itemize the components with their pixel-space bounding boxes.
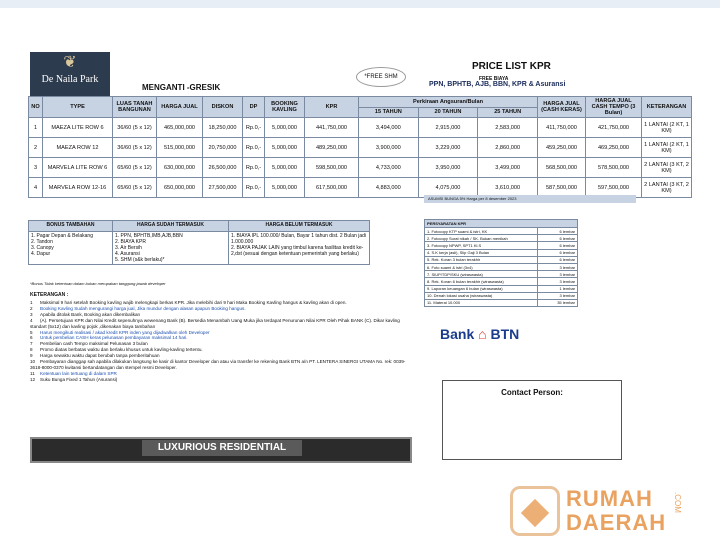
list-item: 1. PPN, BPHTB,IMB,AJB,BBN [115,233,183,239]
note-text: Ketentuan lain tertuang di dalam SPR [40,370,117,376]
note-text: Harus mengikuti realisasi / akad kredit KPR inden yang dijadwalkan oleh Developer [40,329,210,335]
list-item: 3. Canopy [31,245,54,251]
bank-logo [440,326,519,342]
banner-text: LUXURIOUS RESIDENTIAL [142,440,302,456]
table-cell: Rp.0,- [243,118,265,138]
price-list-title: PRICE LIST KPR [472,61,551,72]
req-item: 3. Fotocopy NPWP, SPT1 Kl.S [425,242,538,249]
req-qty: 6 lembar [538,235,578,242]
table-cell: 2,860,000 [478,138,538,158]
watermark-line2: DAERAH [566,510,667,535]
house-icon [510,486,560,536]
list-item: 4. Asuransi [115,251,140,257]
list-item: 2. Tandon [31,239,53,245]
note-number: 12 [30,376,36,382]
list-item: 2. BIAYA KPR [115,239,146,245]
col-luas: LUAS TANAH BANGUNAN [113,97,157,118]
col-booking: BOOKING KAVLING [265,97,305,118]
excluded-list [229,232,370,265]
note-number: 1 [30,300,33,305]
table-cell: 3,900,000 [359,138,419,158]
table-cell: Rp.0,- [243,178,265,198]
table-cell: 3,494,000 [359,118,419,138]
table-cell: 27,500,000 [203,178,243,198]
watermark [510,486,690,542]
req-qty: 1 lembar [538,285,578,292]
col-15: 15 TAHUN [359,107,419,118]
top-bar [0,0,720,8]
table-row [425,263,578,270]
list-item: 3. Air Bersih [115,245,142,251]
table-row [29,158,692,178]
note-number: 5 [30,329,33,335]
req-item: 8. Rek. Koran 6 bulan terakhir (wiraswasta) [425,278,538,285]
req-qty: 3 lembar [538,271,578,278]
table-row [425,235,578,242]
watermark-suffix: .COM [673,492,682,513]
table-cell: MARVELA ROW 12-16 [43,178,113,198]
table-cell: 441,750,000 [305,118,359,138]
col-tempo: HARGA JUAL CASH TEMPO (3 Bulan) [586,97,642,118]
list-item: 4. Dapur [31,251,51,257]
note-number: 10 [30,359,36,365]
col-angsuran: Perkiraan Angsuran/Bulan [359,97,538,108]
bonus-note: *Bonus Tidak ketentuan dalam bukan merupakan tanggung jawab developer [30,281,166,286]
req-item: 6. Foto suami & istri (3x4) [425,263,538,270]
req-item: 10. Denah lokasi usaha (wiraswasta) [425,292,538,299]
req-item: 7. SIUP/TDP/SKU (wiraswasta) [425,271,538,278]
table-cell: 18,250,000 [203,118,243,138]
table-row [425,285,578,292]
leaf-icon: ❦ [63,54,77,71]
table-row [29,118,692,138]
note-number: 2 [30,305,33,311]
table-cell: 2 LANTAI (3 KT, 2 KM) [642,158,692,178]
note-number: 11 [30,370,35,376]
free-shm-bubble: *FREE SHM [356,67,406,87]
req-item: 9. Laporan keuangan 6 bulan (wiraswasta) [425,285,538,292]
table-cell: 650,000,000 [157,178,203,198]
included-header: HARGA SUDAH TERMASUK [113,221,229,232]
table-cell: 1 [29,118,43,138]
table-cell: 5,000,000 [265,178,305,198]
col-25: 25 TAHUN [478,107,538,118]
price-list-sub2: PPN, BPHTB, AJB, BBN, KPR & Asuransi [429,81,566,88]
note-item [30,377,410,383]
col-no: NO [29,97,43,118]
table-cell: 5,000,000 [265,158,305,178]
note-number: 3 [30,311,33,317]
req-qty: 6 lembar [538,249,578,256]
table-cell: 65/60 (5 x 12) [113,158,157,178]
req-qty: 6 lembar [538,242,578,249]
bonus-header: BONUS TAMBAHAN [29,221,113,232]
table-cell: 65/60 (5 x 12) [113,178,157,198]
table-cell: 411,750,000 [538,118,586,138]
table-cell: 598,500,000 [305,158,359,178]
notes-list [30,300,410,383]
table-row [425,299,578,306]
col-type: TYPE [43,97,113,118]
note-item [30,318,410,330]
note-text: Apabila ditolak Bank, Booking akan dikembalikan [40,311,141,317]
table-row [425,278,578,285]
table-cell: 3,229,000 [418,138,478,158]
col-cash: HARGA JUAL (CASH KERAS) [538,97,586,118]
included-list [113,232,229,265]
notes-section [30,292,410,383]
table-cell: 3,499,000 [478,158,538,178]
table-cell: MAEZA ROW 12 [43,138,113,158]
table-cell: 587,500,000 [538,178,586,198]
table-cell: 465,000,000 [157,118,203,138]
table-row [29,232,370,265]
requirements-table [424,219,578,307]
table-cell: 2 [29,138,43,158]
req-qty: 35 lembar [538,299,578,306]
table-cell: 2,583,000 [478,118,538,138]
note-text: (A). Persetujuan KPR dan Nilai Kredit sepenuhnya wewenang Bank (B). Bersedia Menambah Uang Muka jika terdapat Penurunan Nilai KPR Oleh Pihak BANK (C). Dikar kavling standart (5x12) dan kavling pojok ,dikenakan biaya tambahan [30,317,400,329]
note-text: Untuk pembelian CASH keras pelunasan pembayaran maksimal 14 hari. [40,335,188,341]
table-cell: 597,500,000 [586,178,642,198]
bank-name: BTN [490,326,520,342]
note-number: 4 [30,317,33,323]
price-table [28,96,692,198]
banner [30,437,412,463]
note-item [30,359,410,371]
price-list-sub1: FREE BIAYA [479,76,509,82]
table-cell: 4 [29,178,43,198]
table-cell: 469,250,000 [586,138,642,158]
table-cell: MAEZA LITE ROW 6 [43,118,113,138]
table-row [425,242,578,249]
table-cell: 36/60 (5 x 12) [113,118,157,138]
table-cell: 5,000,000 [265,118,305,138]
req-item: 2. Fotocopy Surat nikah / SK. Bukan menikah [425,235,538,242]
table-cell: 36/60 (5 x 12) [113,138,157,158]
list-item: 1. BIAYA IPL 100.000/ Bulan, Bayar 1 tahun dist. 2 Bulan jadi 1.000.000 [231,233,366,245]
req-item: 11. Materai 10.000 [425,299,538,306]
contact-box [442,380,622,460]
note-text: Suku Bunga Fixed 1 Tahun (Asuransi) [40,376,118,382]
table-cell: MARVELA LITE ROW 6 [43,158,113,178]
note-text: Promo diatas berbatas waktu dan berlaku khusus untuk kavling-kavling tertentu. [40,347,203,353]
table-cell: 26,500,000 [203,158,243,178]
note-text: Harga sewaktu waktu dapat berubah tanpa pemberitahuan [40,353,160,359]
list-item: 1. Pagar Depan & Belakang [31,233,93,239]
table-cell: 421,750,000 [586,118,642,138]
note-text: Pembelian cash Tempo maksimal Pelunasan 3 bulan [40,341,148,347]
table-cell: 578,500,000 [586,158,642,178]
bonus-table [28,220,370,265]
list-item: 2. BIAYA PAJAK LAIN yang timbul karena fasilitas kredit ke-2,dst (sesuai dengan ketentuan pemerintah yang berlaku) [231,245,364,257]
interest-note: ASUMSI BUNGA 5% Harga per 8 desember 2023 [424,195,636,203]
table-cell: Rp.0,- [243,158,265,178]
table-cell: 489,250,000 [305,138,359,158]
table-row [425,228,578,235]
table-cell: 1 LANTAI (2 KT, 1 KM) [642,118,692,138]
req-qty: 6 lembar [538,228,578,235]
col-kpr: KPR [305,97,359,118]
table-cell: 515,000,000 [157,138,203,158]
requirements-title: PERSYARATAN KPR [425,220,578,228]
contact-label: Contact Person: [501,388,563,397]
table-row [29,138,692,158]
table-cell: 5,000,000 [265,138,305,158]
note-number: 8 [30,347,33,353]
table-cell: 568,500,000 [538,158,586,178]
list-item: 5. SHM (s&k berlaku)* [115,257,165,263]
table-cell: 1 LANTAI (2 KT, 1 KM) [642,138,692,158]
table-row [425,271,578,278]
table-cell: Rp.0,- [243,138,265,158]
req-item: 5. Rek. Koran 3 bulan terakhir [425,256,538,263]
note-text: Maksimal 9 hari setelah Booking kavling wajib melengkapi berkas KPR. Jika melebihi dari 9 hari Maka Booking Kavling hangus & kavling akan di open. [40,300,347,305]
table-cell: 20,750,000 [203,138,243,158]
table-cell: 4,075,000 [418,178,478,198]
table-cell: 617,500,000 [305,178,359,198]
watermark-line1: RUMAH [566,486,653,511]
note-number: 6 [30,335,33,341]
note-text: Booking Kavling Sudah mengurangi harga jual, Jika mundur dengan alasan apapun Booking hangus. [40,305,246,311]
req-item: 4. S.K kerja (asli), Slip Gaji 3 Bulan [425,249,538,256]
table-row [425,256,578,263]
req-qty: 3 lembar [538,292,578,299]
table-cell: 630,000,000 [157,158,203,178]
col-harga: HARGA JUAL [157,97,203,118]
note-number: 9 [30,353,33,359]
col-ket: KETERANGAN [642,97,692,118]
table-cell: 3,950,000 [418,158,478,178]
table-cell: 3,610,000 [478,178,538,198]
table-cell: 2 LANTAI (3 KT, 2 KM) [642,178,692,198]
note-text: Pembayaran dianggap sah apabila dilakukan langsung ke kasir di kantor Developer dan atau via transfer ke rekening Bank BTN a/n PT. LENTERA SINERGI UTAMA No. rek: 0039-3618-8000-0370 kwitansi bertandatangan dan stempel resmi Developer. [30,359,406,370]
bank-word: Bank [440,326,475,342]
table-cell: 3 [29,158,43,178]
excluded-header: HARGA BELUM TERMASUK [229,221,370,232]
col-dp: DP [243,97,265,118]
req-qty: 3 lembar [538,263,578,270]
col-diskon: DISKON [203,97,243,118]
table-row [425,292,578,299]
table-cell: 459,250,000 [538,138,586,158]
req-qty: 6 lembar [538,256,578,263]
bank-icon: ⌂ [478,326,487,342]
developer-logo [30,52,110,96]
table-cell: 2,915,000 [418,118,478,138]
table-cell: 4,883,000 [359,178,419,198]
location-label: MENGANTI -GRESIK [142,83,221,92]
note-number: 7 [30,341,33,347]
col-20: 20 TAHUN [418,107,478,118]
req-qty: 3 lembar [538,278,578,285]
table-row [425,249,578,256]
notes-title: KETERANGAN : [30,292,69,298]
table-cell: 4,733,000 [359,158,419,178]
logo-text: De Naila Park [41,74,99,85]
bonus-list [29,232,113,265]
req-item: 1. Fotocopy KTP suami & istri, KK [425,228,538,235]
